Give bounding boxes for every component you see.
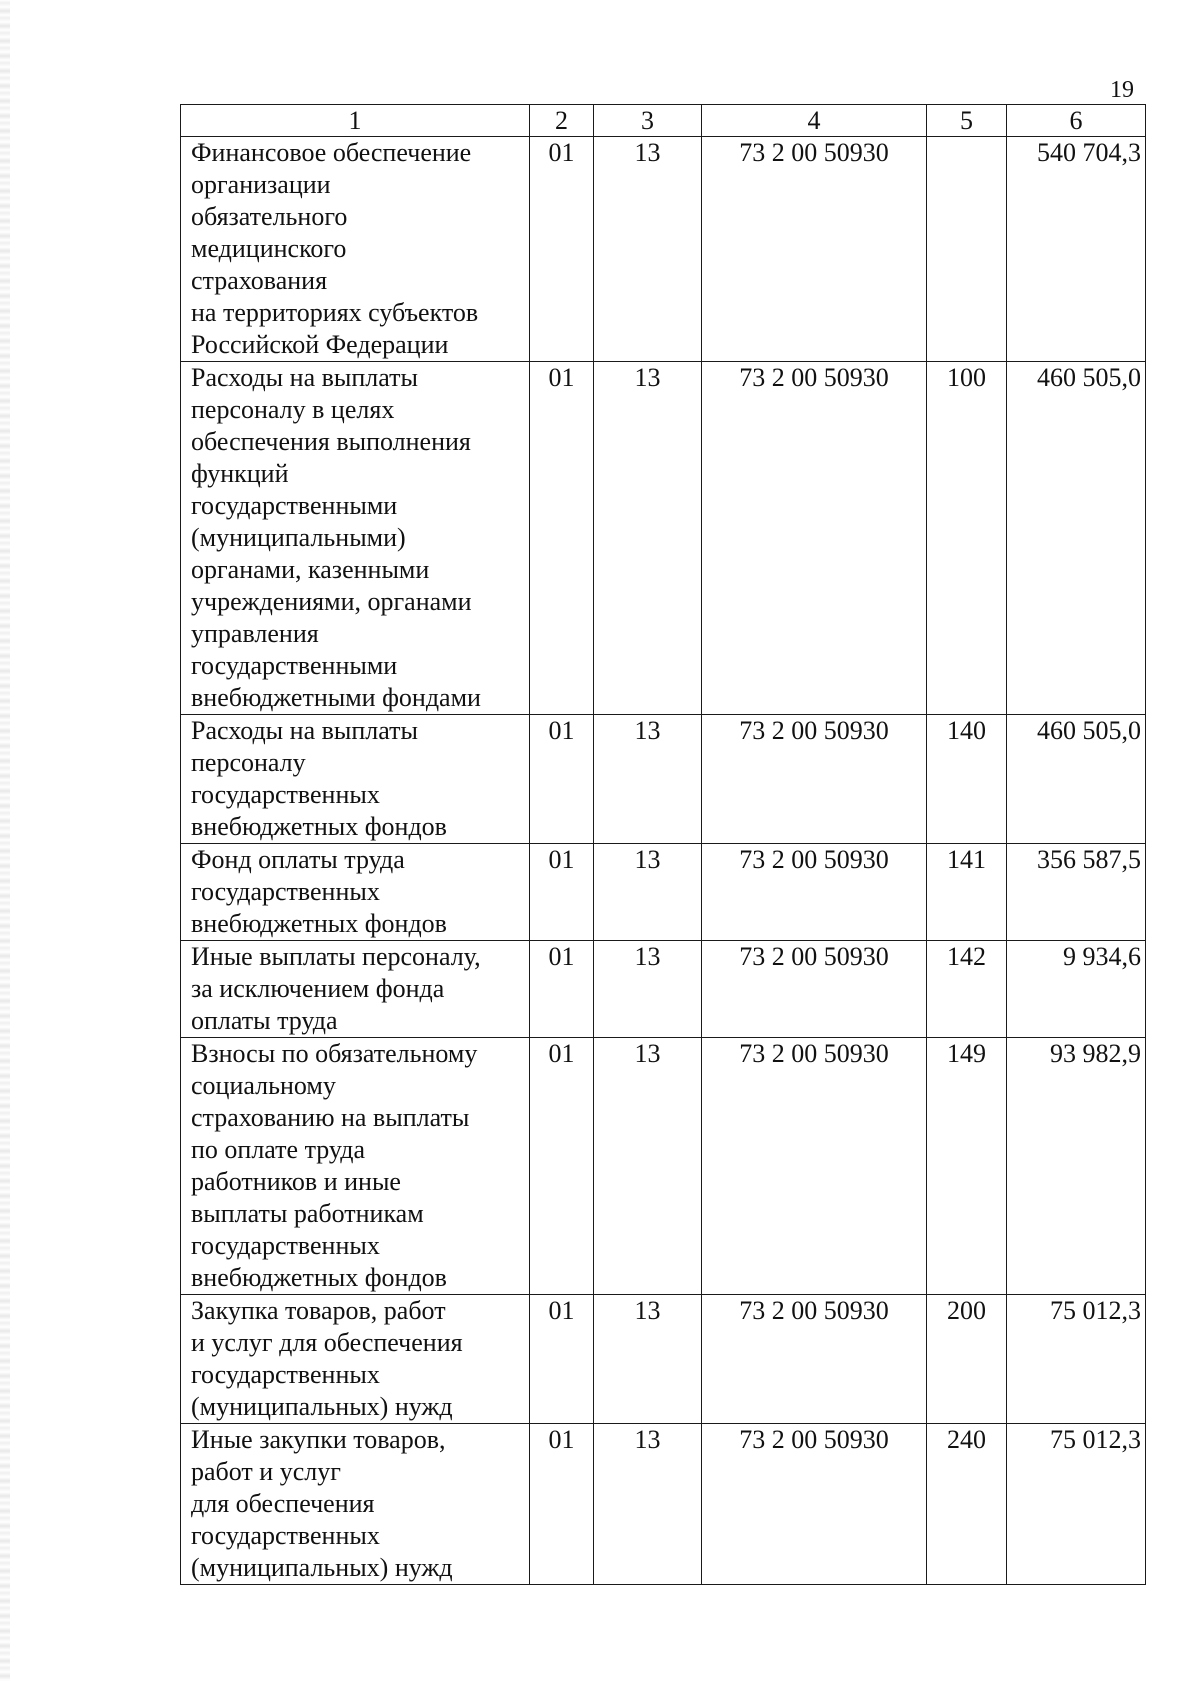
expense-name-cell: [181, 941, 530, 1038]
expense-name-cell: [181, 362, 530, 715]
scan-edge-artifact: [0, 0, 10, 1681]
table-row: [181, 362, 1146, 715]
expense-name-line: Финансовое обеспечение: [191, 138, 472, 167]
table-row: [181, 715, 1146, 844]
section-cell: 01: [530, 1424, 594, 1585]
header-col-4: 4: [702, 105, 927, 137]
expense-name-line: обеспечения выполнения: [191, 427, 471, 456]
expense-type-cell: 100: [927, 362, 1007, 715]
amount-cell: 9 934,6: [1007, 941, 1146, 1038]
expense-name-line: государственных: [191, 1521, 380, 1550]
target-code-cell: 73 2 00 50930: [702, 844, 927, 941]
header-col-3: 3: [594, 105, 702, 137]
subsection-cell: 13: [594, 715, 702, 844]
expense-name-cell: [181, 844, 530, 941]
expense-name-line: Российской Федерации: [191, 330, 449, 359]
section-cell: 01: [530, 941, 594, 1038]
expense-name-line: органами, казенными: [191, 555, 430, 584]
target-code-cell: 73 2 00 50930: [702, 941, 927, 1038]
expense-name-line: Взносы по обязательному: [191, 1039, 478, 1068]
expense-name-line: управления: [191, 619, 319, 648]
header-col-5: 5: [927, 105, 1007, 137]
table-row: [181, 1038, 1146, 1295]
expense-name-line: (муниципальных) нужд: [191, 1553, 453, 1582]
target-code-cell: 73 2 00 50930: [702, 137, 927, 362]
table-row: [181, 1424, 1146, 1585]
expense-name-line: для обеспечения: [191, 1489, 375, 1518]
expense-type-cell: 141: [927, 844, 1007, 941]
expense-name-line: и услуг для обеспечения: [191, 1328, 463, 1357]
expense-name-line: государственными: [191, 651, 398, 680]
expense-name-line: по оплате труда: [191, 1135, 366, 1164]
amount-cell: 460 505,0: [1007, 362, 1146, 715]
expense-name-line: государственных: [191, 877, 380, 906]
expense-name-cell: [181, 715, 530, 844]
expense-type-cell: 149: [927, 1038, 1007, 1295]
header-col-2: 2: [530, 105, 594, 137]
expense-name-line: оплаты труда: [191, 1006, 338, 1035]
section-cell: 01: [530, 1295, 594, 1424]
expense-name-line: внебюджетных фондов: [191, 812, 447, 841]
expense-name-line: Иные закупки товаров,: [191, 1425, 446, 1454]
expense-name-line: государственных: [191, 1231, 380, 1260]
expense-name-line: персоналу: [191, 748, 306, 777]
amount-cell: 93 982,9: [1007, 1038, 1146, 1295]
table-row: [181, 844, 1146, 941]
expense-name-line: функций: [191, 459, 289, 488]
expense-type-cell: [927, 137, 1007, 362]
section-cell: 01: [530, 715, 594, 844]
amount-cell: 75 012,3: [1007, 1295, 1146, 1424]
table-row: [181, 137, 1146, 362]
expense-type-cell: 240: [927, 1424, 1007, 1585]
amount-cell: 460 505,0: [1007, 715, 1146, 844]
expense-name-line: Расходы на выплаты: [191, 363, 418, 392]
expense-name-line: страхования: [191, 266, 328, 295]
subsection-cell: 13: [594, 1295, 702, 1424]
expense-name-line: Закупка товаров, работ: [191, 1296, 446, 1325]
expense-name-cell: [181, 137, 530, 362]
expense-name-line: внебюджетных фондов: [191, 1263, 447, 1292]
section-cell: 01: [530, 137, 594, 362]
expense-name-line: Фонд оплаты труда: [191, 845, 405, 874]
subsection-cell: 13: [594, 1424, 702, 1585]
expense-name-line: внебюджетных фондов: [191, 909, 447, 938]
target-code-cell: 73 2 00 50930: [702, 1038, 927, 1295]
expense-name-cell: [181, 1424, 530, 1585]
header-col-1: 1: [181, 105, 530, 137]
expense-name-line: государственными: [191, 491, 398, 520]
expense-name-line: (муниципальных) нужд: [191, 1392, 453, 1421]
amount-cell: 540 704,3: [1007, 137, 1146, 362]
target-code-cell: 73 2 00 50930: [702, 1295, 927, 1424]
expense-name-line: государственных: [191, 780, 380, 809]
expense-type-cell: 142: [927, 941, 1007, 1038]
section-cell: 01: [530, 362, 594, 715]
expense-type-cell: 140: [927, 715, 1007, 844]
header-col-6: 6: [1007, 105, 1146, 137]
expense-name-line: страхованию на выплаты: [191, 1103, 470, 1132]
target-code-cell: 73 2 00 50930: [702, 1424, 927, 1585]
expense-name-line: обязательного: [191, 202, 348, 231]
expense-name-line: работников и иные: [191, 1167, 401, 1196]
expense-name-line: Расходы на выплаты: [191, 716, 418, 745]
amount-cell: 356 587,5: [1007, 844, 1146, 941]
expense-name-line: Иные выплаты персоналу,: [191, 942, 481, 971]
expense-name-line: на территориях субъектов: [191, 298, 479, 327]
expense-name-cell: [181, 1295, 530, 1424]
expense-name-line: внебюджетными фондами: [191, 683, 481, 712]
expense-type-cell: 200: [927, 1295, 1007, 1424]
table-header: [181, 105, 1146, 137]
expense-name-line: медицинского: [191, 234, 347, 263]
subsection-cell: 13: [594, 941, 702, 1038]
amount-cell: 75 012,3: [1007, 1424, 1146, 1585]
expense-name-line: за исключением фонда: [191, 974, 445, 1003]
target-code-cell: 73 2 00 50930: [702, 715, 927, 844]
expense-name-cell: [181, 1038, 530, 1295]
subsection-cell: 13: [594, 137, 702, 362]
subsection-cell: 13: [594, 844, 702, 941]
expense-name-line: работ и услуг: [191, 1457, 341, 1486]
expense-name-line: выплаты работникам: [191, 1199, 424, 1228]
target-code-cell: 73 2 00 50930: [702, 362, 927, 715]
expense-name-line: персоналу в целях: [191, 395, 395, 424]
expense-name-line: государственных: [191, 1360, 380, 1389]
table-row: [181, 941, 1146, 1038]
section-cell: 01: [530, 1038, 594, 1295]
expense-name-line: (муниципальными): [191, 523, 406, 552]
page-number: 19: [1110, 77, 1134, 103]
subsection-cell: 13: [594, 1038, 702, 1295]
header-row: [181, 105, 1146, 137]
budget-table: [180, 104, 1146, 1585]
expense-name-line: социальному: [191, 1071, 336, 1100]
table-row: [181, 1295, 1146, 1424]
expense-name-line: учреждениями, органами: [191, 587, 472, 616]
table-body: [181, 137, 1146, 1585]
subsection-cell: 13: [594, 362, 702, 715]
expense-name-line: организации: [191, 170, 331, 199]
section-cell: 01: [530, 844, 594, 941]
